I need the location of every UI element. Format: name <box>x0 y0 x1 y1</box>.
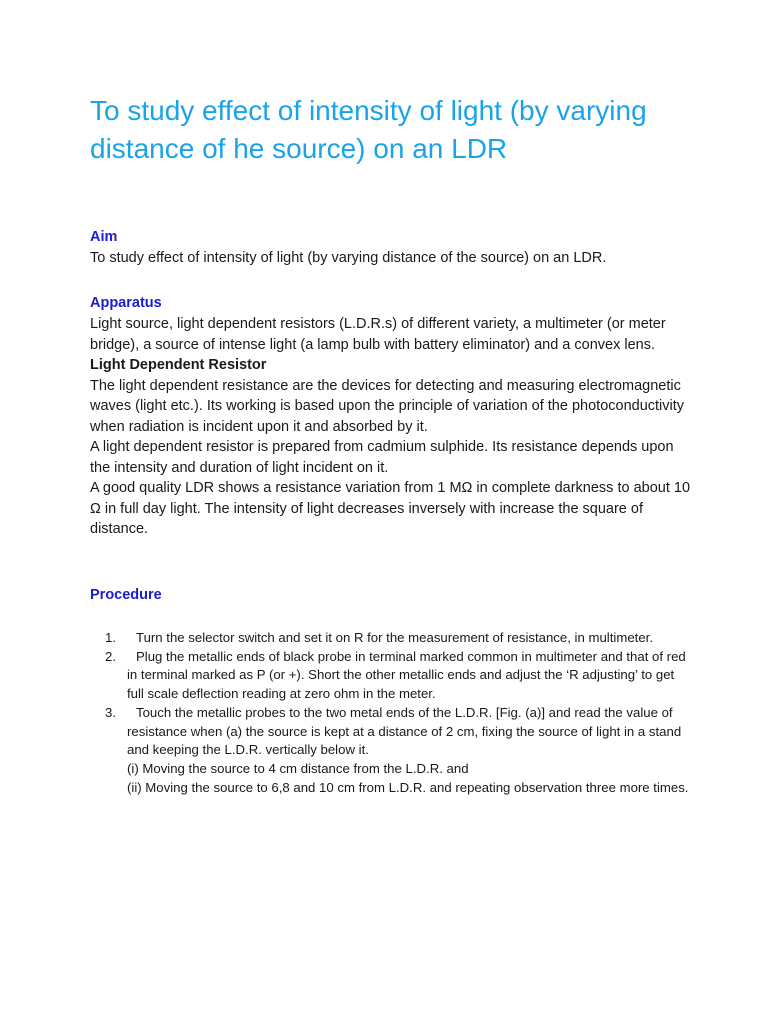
step-text: Turn the selector switch and set it on R for the measurement of resistance, in multimeter. <box>136 630 653 645</box>
step-sub-item: (i) Moving the source to 4 cm distance from the L.D.R. and <box>127 760 469 776</box>
step-number: 3. <box>105 704 116 720</box>
apparatus-heading: Apparatus <box>90 295 162 311</box>
step-number: 1. <box>105 630 116 645</box>
aim-section <box>90 248 690 269</box>
ldr-paragraph: A good quality LDR shows a resistance variation from 1 MΩ in complete darkness to about 10 Ω in full day light. The intensity of light decreases inversely with increase the square of distance. <box>90 480 691 537</box>
step-number: 2. <box>105 648 116 664</box>
procedure-step <box>90 629 690 648</box>
step-text: Touch the metallic probes to the two metal ends of the L.D.R. [Fig. (a)] and read the value of resistance when (a) the source is kept at a distance of 2 cm, fixing the source of light in a stand and keeping the L.D.R. vertically below it. <box>127 704 682 758</box>
ldr-paragraph: A light dependent resistor is prepared from cadmium sulphide. Its resistance depends upon the intensity and duration of light incident on it. <box>90 439 674 476</box>
procedure-heading: Procedure <box>90 587 162 603</box>
step-sub-item: (ii) Moving the source to 6,8 and 10 cm from L.D.R. and repeating observation three more times. <box>127 779 689 795</box>
procedure-step <box>90 648 690 704</box>
ldr-paragraph: The light dependent resistance are the devices for detecting and measuring electromagnetic waves (light etc.). Its working is based upon the principle of variation of the photoconductivity when radiation is incident upon it and absorbed by it. <box>90 377 685 435</box>
ldr-heading: Light Dependent Resistor <box>90 357 267 373</box>
aim-text: To study effect of intensity of light (by varying distance of the source) on an LDR. <box>90 250 607 266</box>
step-text: Plug the metallic ends of black probe in terminal marked common in multimeter and that of red in terminal marked as P (or +). Short the other metallic ends and adjust the ‘R adjusting’ to get full scale deflection reading at zero ohm in the meter. <box>127 648 686 702</box>
apparatus-section <box>90 314 690 540</box>
aim-heading: Aim <box>90 229 118 245</box>
apparatus-text: Light source, light dependent resistors (L.D.R.s) of different variety, a multimeter (or meter bridge), a source of intense light (a lamp bulb with battery eliminator) and a convex lens. <box>90 316 666 353</box>
procedure-list <box>90 629 690 797</box>
document-title: To study effect of intensity of light (by varying distance of he source) on an LDR <box>90 95 647 164</box>
procedure-step <box>90 704 690 798</box>
